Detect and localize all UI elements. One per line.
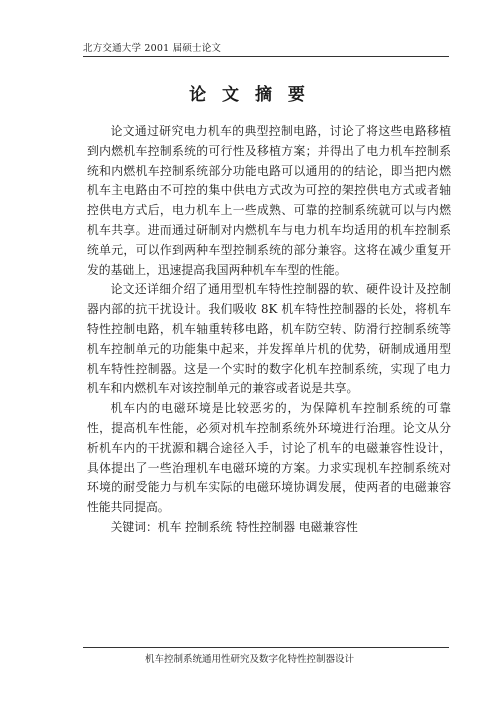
- keywords-line: 关键词：机车 控制系统 特性控制器 电磁兼容性: [110, 519, 358, 534]
- footer-divider: [83, 647, 449, 648]
- running-footer: 机车控制系统通用性研究及数字化特性控制器设计: [144, 654, 354, 665]
- abstract-paragraph-2: 论文还详细介绍了通用型机车特性控制器的软、硬件设计及控制器内部的抗干扰设计。我们吸收 8K 机车特性控制器的长处，将机车特性控制电路，机车轴重转移电路，机车防空转、防滑行控制系统等机车控制单元的功能集中起来，并发挥单片机的优势，研制成通用型机车特性控制器。这是一个实时的数字化机车控制系统，实现了电力机车和内燃机车对该控制单元的兼容或者说是共享。: [87, 282, 451, 396]
- abstract-body: [87, 122, 451, 538]
- header-divider: [83, 56, 449, 57]
- abstract-paragraph-3: 机车内的电磁环境是比较恶劣的，为保障机车控制系统的可靠性，提高机车性能，必须对机车控制系统外环境进行治理。论文从分析机车内的干扰源和耦合途径入手，讨论了机车的电磁兼容性设计，具体提出了一些治理机车电磁环境的方案。力求实现机车控制系统对环境的耐受能力与机车实际的电磁环境协调发展，使两者的电磁兼容性能共同提高。: [87, 401, 451, 515]
- abstract-paragraph-1: 论文通过研究电力机车的典型控制电路，讨论了将这些电路移植到内燃机车控制系统的可行性及移植方案；并得出了电力机车控制系统和内燃机车控制系统部分功能电路可以通用的的结论，即当把内燃机车主电路由不可控的集中供电方式改为可控的架控供电方式或者轴控供电方式后，电力机车上一些成熟、可靠的控制系统就可以与内燃机车共享。进而通过研制对内燃机车与电力机车均适用的机车控制系统单元，可以作到两种车型控制系统的部分兼容。这将在减少重复开发的基础上，迅速提高我国两种机车车型的性能。: [87, 124, 451, 277]
- page-title: 论 文 摘 要: [189, 85, 310, 105]
- running-header: 北方交通大学 2001 届硕士论文: [83, 43, 222, 54]
